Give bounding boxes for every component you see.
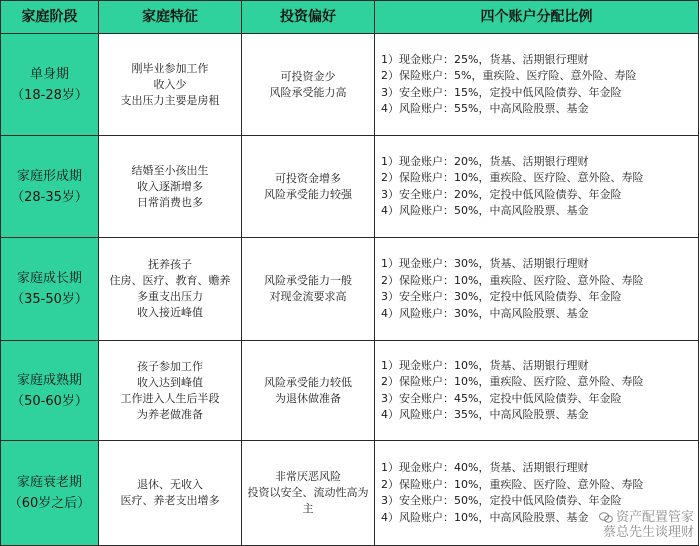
- allocation-cell-line: 4）风险账户：10%，中高风险股票、基金: [381, 510, 589, 524]
- stage-cell-line: （50-60岁）: [11, 393, 88, 409]
- allocation-cell: [375, 34, 699, 136]
- allocation-cell: [375, 136, 699, 238]
- features-cell-line: 收入达到峰值: [137, 375, 203, 389]
- features-cell-line: 退休、无收入: [137, 478, 203, 491]
- preference-cell-line: 主: [302, 502, 314, 515]
- features-cell: [99, 34, 242, 136]
- preference-cell-line: 可投资金增多: [275, 171, 341, 185]
- allocation-cell-line: 3）安全账户：45%，定投中低风险债券、年金险: [381, 391, 622, 405]
- allocation-cell-line: 3）安全账户：30%，定投中低风险债券、年金险: [381, 290, 622, 303]
- features-cell: [99, 441, 242, 546]
- features-cell-line: 孩子参加工作: [137, 359, 203, 373]
- preference-cell-line: 非常厌恶风险: [275, 470, 341, 483]
- preference-cell: [242, 136, 375, 238]
- preference-cell-line: 投资以安全、流动性高为: [247, 486, 369, 499]
- features-cell: [99, 341, 242, 441]
- features-cell: [99, 136, 242, 238]
- allocation-cell-line: 2）保险账户：5%，重疾险、医疗险、意外险、寿险: [381, 69, 637, 82]
- preference-cell: [242, 238, 375, 341]
- allocation-cell-line: 2）保险账户：10%，重疾险、医疗险、意外险、寿险: [381, 375, 644, 388]
- allocation-cell-line: 3）安全账户：15%，定投中低风险债券、年金险: [381, 85, 622, 99]
- stage-cell: [1, 238, 99, 341]
- preference-cell-line: 风险承受能力高: [269, 85, 347, 99]
- allocation-cell-line: 1）现金账户：10%，货基、活期银行理财: [381, 358, 589, 372]
- allocation-cell-line: 3）安全账户：50%，定投中低风险债券、年金险: [381, 494, 622, 507]
- table-row: [1, 441, 699, 546]
- stage-cell: [1, 341, 99, 441]
- watermark-line2: 蔡总先生谈理财: [602, 525, 694, 540]
- preference-cell-line: 为退休做准备: [275, 391, 341, 405]
- preference-cell: [242, 34, 375, 136]
- features-cell-line: 刚毕业参加工作: [131, 61, 209, 75]
- preference-cell-line: 风险承受能力较强: [264, 187, 352, 201]
- features-cell-line: 收入逐渐增多: [137, 179, 203, 193]
- allocation-cell: [375, 441, 699, 546]
- preference-cell-line: 对现金流要求高: [269, 290, 347, 303]
- allocation-cell-line: 1）现金账户：25%，货基、活期银行理财: [381, 52, 589, 66]
- allocation-cell-line: 4）风险账户：50%，中高风险股票、基金: [381, 204, 589, 217]
- features-cell-line: 收入接近峰值: [137, 306, 203, 319]
- features-cell-line: 抚养孩子: [148, 258, 192, 271]
- features-cell-line: 收入少: [153, 77, 187, 91]
- header-row: [1, 1, 699, 34]
- stage-cell-line: 家庭成熟期: [16, 372, 82, 388]
- stage-cell-line: 单身期: [29, 66, 69, 82]
- header-stage: 家庭阶段: [1, 1, 99, 34]
- allocation-cell-line: 4）风险账户：55%，中高风险股票、基金: [381, 102, 589, 115]
- stage-cell-line: 家庭形成期: [16, 168, 82, 184]
- stage-cell-line: 家庭衰老期: [16, 475, 82, 490]
- features-cell-line: 结婚至小孩出生: [131, 163, 209, 177]
- allocation-cell-line: 2）保险账户：10%，重疾险、医疗险、意外险、寿险: [381, 477, 644, 491]
- stage-cell: [1, 34, 99, 136]
- allocation-cell-line: 3）安全账户：20%，定投中低风险债券、年金险: [381, 187, 622, 201]
- allocation-cell-line: 4）风险账户：30%，中高风险股票、基金: [381, 306, 589, 320]
- features-cell-line: 支出压力主要是房租: [120, 93, 220, 107]
- features-cell-line: 医疗、养老支出增多: [120, 494, 220, 507]
- allocation-cell-line: 1）现金账户：40%，货基、活期银行理财: [381, 461, 589, 474]
- allocation-cell-line: 1）现金账户：30%，货基、活期银行理财: [381, 257, 589, 270]
- header-allocation: 四个账户分配比例: [375, 1, 699, 34]
- preference-cell-line: 风险承受能力较低: [264, 375, 352, 389]
- features-cell-line: 工作进入人生后半段: [120, 391, 220, 405]
- allocation-cell: [375, 238, 699, 341]
- features-cell-line: 日常消费也多: [137, 195, 203, 209]
- header-preference: 投资偏好: [242, 1, 375, 34]
- stage-cell-line: 家庭成长期: [16, 271, 82, 286]
- stage-cell-line: （60岁之后）: [8, 496, 91, 511]
- stage-cell-line: （28-35岁）: [11, 189, 88, 205]
- features-cell-line: 为养老做准备: [137, 407, 203, 421]
- preference-cell-line: 可投资金少: [280, 69, 336, 83]
- allocation-cell-line: 2）保险账户：10%，重疾险、医疗险、意外险、寿险: [381, 273, 644, 287]
- features-cell-line: 多重支出压力: [137, 290, 203, 303]
- allocation-cell-line: 4）风险账户：35%，中高风险股票、基金: [381, 408, 589, 421]
- stage-cell: [1, 441, 99, 546]
- table-row: [1, 238, 699, 341]
- table-row: [1, 341, 699, 441]
- table-row: [1, 136, 699, 238]
- preference-cell: [242, 341, 375, 441]
- stage-cell: [1, 136, 99, 238]
- features-cell: [99, 238, 242, 341]
- preference-cell-line: 风险承受能力一般: [264, 274, 352, 287]
- allocation-cell: [375, 341, 699, 441]
- table-row: [1, 34, 699, 136]
- features-cell-line: 住房、医疗、教育、赡养: [109, 274, 231, 287]
- watermark-line1: 资产配置管家: [599, 510, 694, 525]
- header-features: 家庭特征: [99, 1, 242, 34]
- allocation-cell-line: 2）保险账户：10%，重疾险、医疗险、意外险、寿险: [381, 171, 644, 184]
- stage-cell-line: （18-28岁）: [11, 87, 88, 103]
- allocation-cell-line: 1）现金账户：20%，货基、活期银行理财: [381, 154, 589, 168]
- preference-cell: [242, 441, 375, 546]
- stage-cell-line: （35-50岁）: [11, 292, 88, 307]
